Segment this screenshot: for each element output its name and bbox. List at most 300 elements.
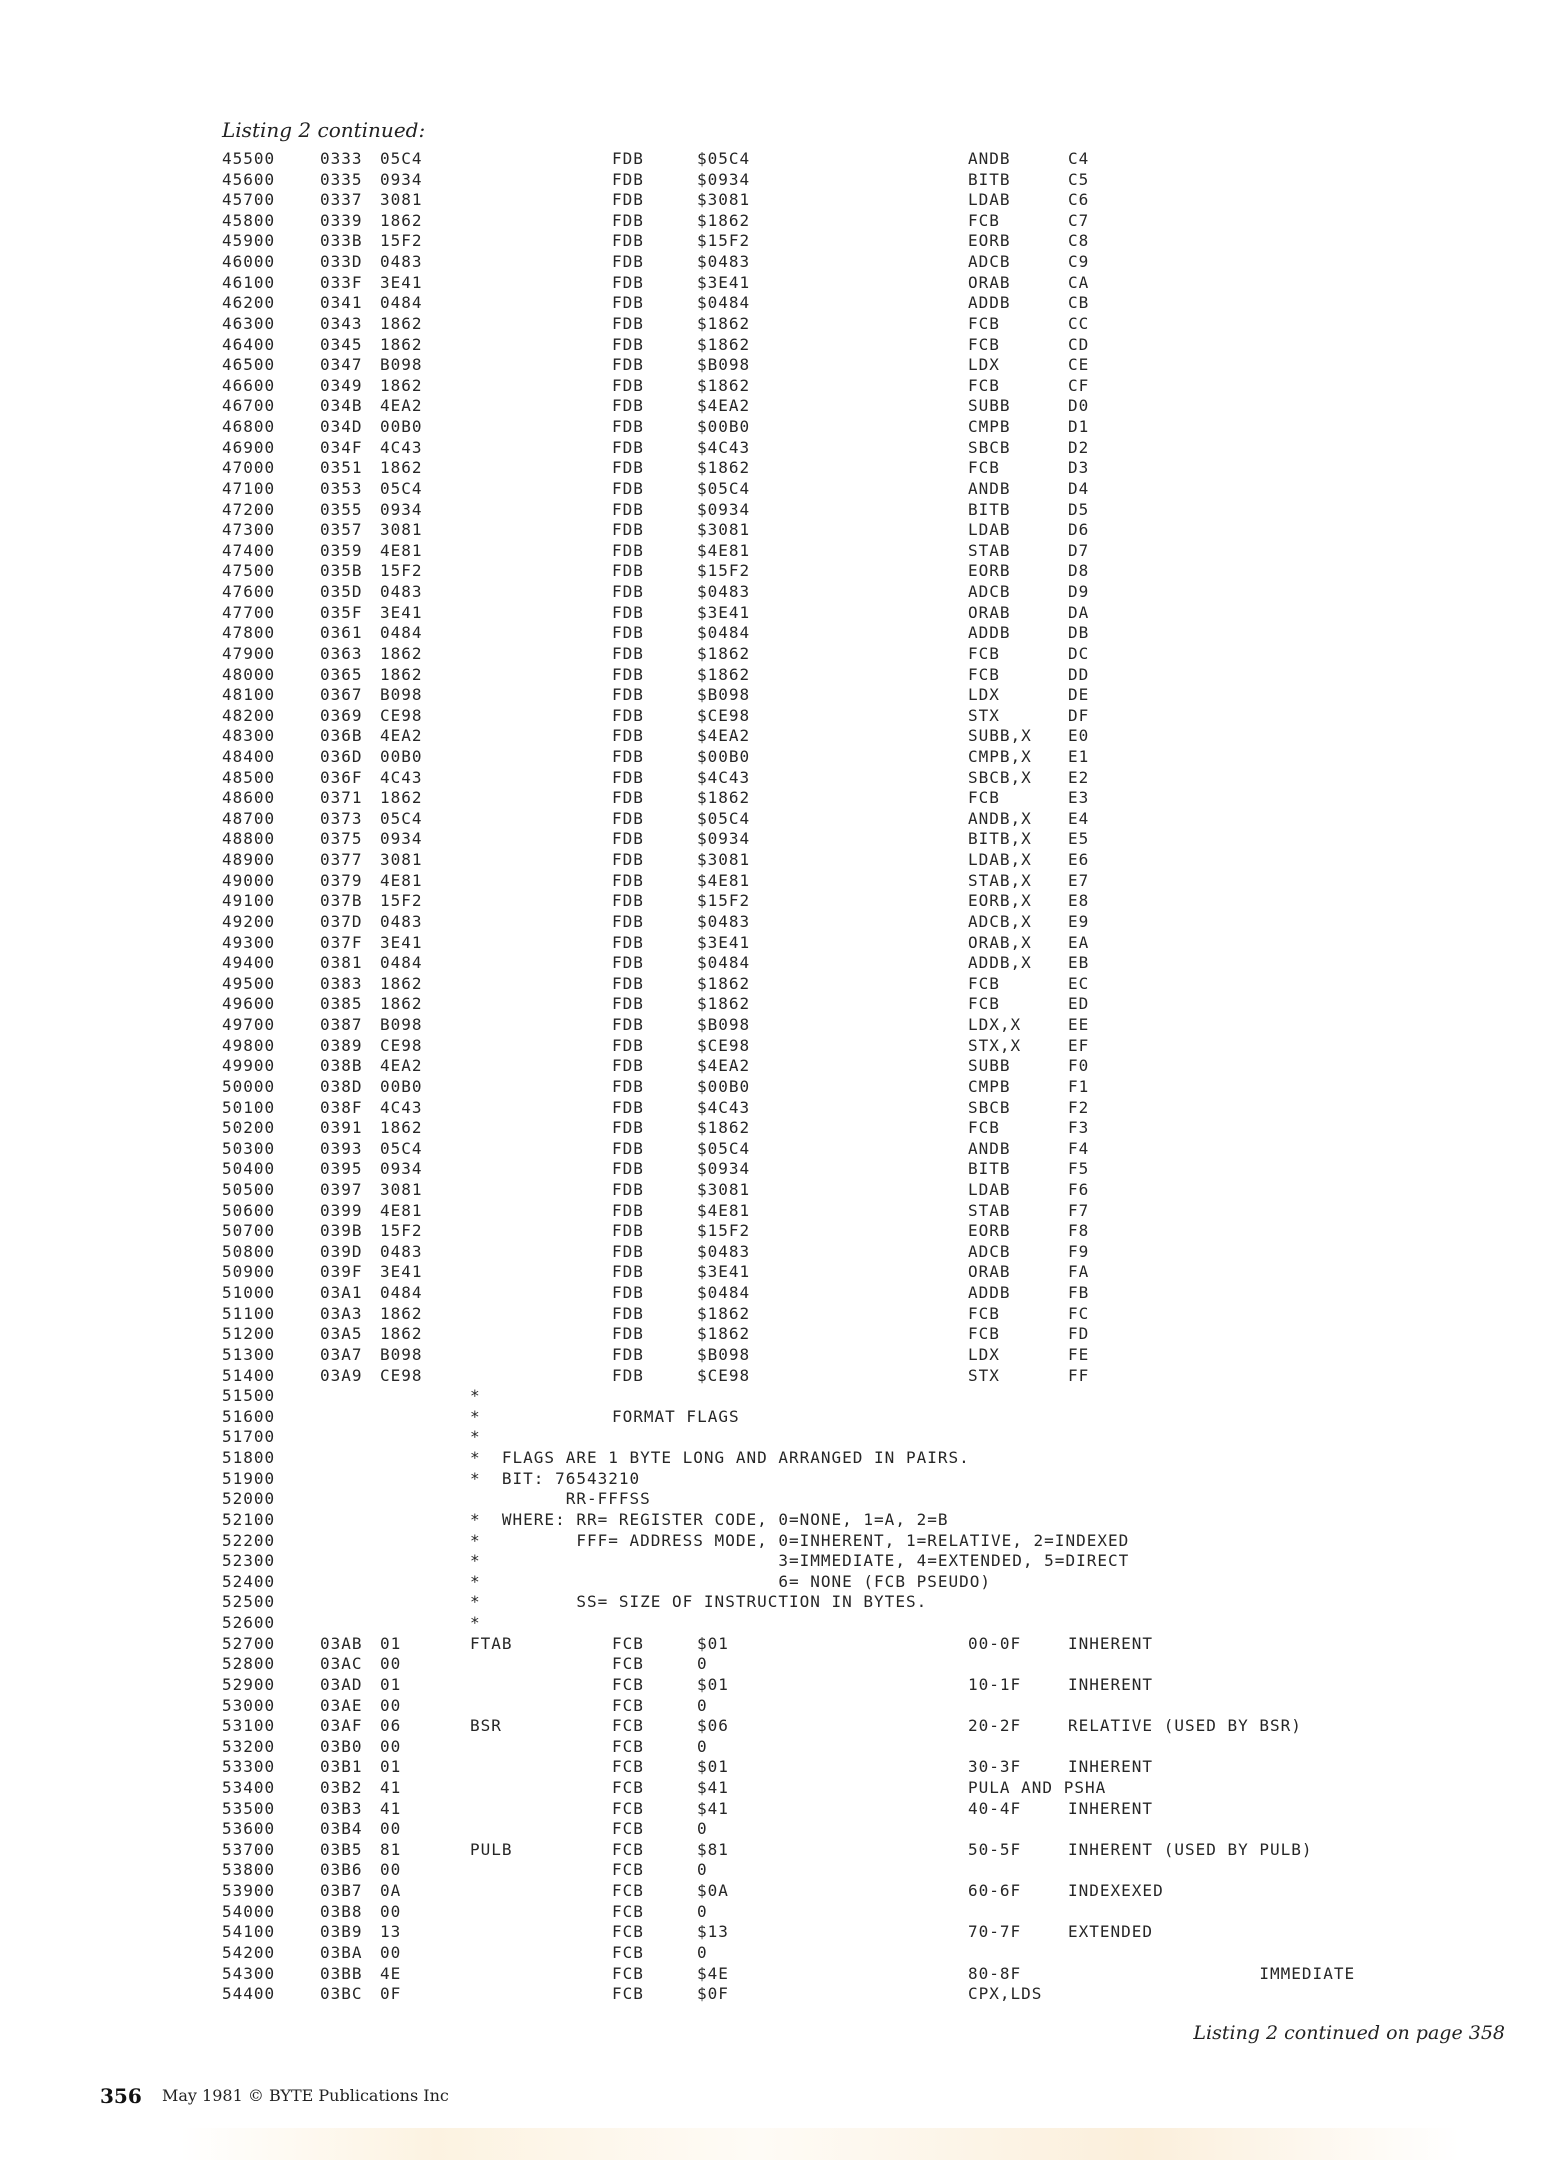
mnemonic: E4 [1068, 808, 1090, 828]
opcode: FDB [612, 623, 644, 643]
comment: ORAB [968, 602, 1011, 622]
line-number: 47900 [222, 643, 276, 663]
address: 037F [320, 932, 363, 952]
listing-line [0, 211, 1567, 231]
address: 0361 [320, 623, 363, 643]
opcode: FCB [612, 1963, 644, 1983]
mnemonic: CD [1068, 334, 1090, 354]
line-number: 50200 [222, 1118, 276, 1138]
mnemonic: DD [1068, 664, 1090, 684]
listing-line [0, 1943, 1567, 1963]
mnemonic: C9 [1068, 252, 1090, 272]
line-number: 51300 [222, 1344, 276, 1364]
listing-line [0, 850, 1567, 870]
operand: $4E [697, 1963, 729, 1983]
line-number: 46000 [222, 252, 276, 272]
address: 038D [320, 1076, 363, 1096]
opcode: FDB [612, 767, 644, 787]
label-field: * SS= SIZE OF INSTRUCTION IN BYTES. [470, 1592, 928, 1612]
line-number: 45800 [222, 210, 276, 230]
object-code: 1862 [380, 788, 423, 808]
object-code: CE98 [380, 705, 423, 725]
address: 0343 [320, 313, 363, 333]
listing-line [0, 1592, 1567, 1612]
line-number: 49200 [222, 911, 276, 931]
operand: $41 [697, 1777, 729, 1797]
address: 03A5 [320, 1324, 363, 1344]
operand: $1862 [697, 664, 751, 684]
opcode: FCB [612, 1716, 644, 1736]
publication-credit: May 1981 © BYTE Publications Inc [162, 2086, 449, 2105]
opcode: FCB [612, 1942, 644, 1962]
address: 0399 [320, 1200, 363, 1220]
address: 0347 [320, 355, 363, 375]
listing-line [0, 479, 1567, 499]
line-number: 46700 [222, 396, 276, 416]
opcode: FDB [612, 1221, 644, 1241]
operand: $1862 [697, 973, 751, 993]
mnemonic: C7 [1068, 210, 1090, 230]
line-number: 51900 [222, 1468, 276, 1488]
opcode: FDB [612, 953, 644, 973]
address: 03B9 [320, 1922, 363, 1942]
line-number: 52100 [222, 1509, 276, 1529]
listing-line [0, 1757, 1567, 1777]
listing-line [0, 1613, 1567, 1633]
operand: $3081 [697, 850, 751, 870]
address: 035F [320, 602, 363, 622]
listing-line [0, 396, 1567, 416]
page-number: 356 [100, 2084, 142, 2108]
line-number: 51800 [222, 1448, 276, 1468]
mnemonic: D4 [1068, 478, 1090, 498]
listing-line [0, 1531, 1567, 1551]
mnemonic: E7 [1068, 870, 1090, 890]
mnemonic: F9 [1068, 1241, 1090, 1261]
object-code: 0934 [380, 1159, 423, 1179]
listing-line [0, 561, 1567, 581]
line-number: 46900 [222, 437, 276, 457]
operand: $41 [697, 1798, 729, 1818]
object-code: 4E81 [380, 870, 423, 890]
line-number: 49900 [222, 1056, 276, 1076]
object-code: 3081 [380, 1180, 423, 1199]
listing-line [0, 1922, 1567, 1942]
line-number: 50000 [222, 1076, 276, 1096]
operand: $3081 [697, 520, 751, 540]
listing-line [0, 1737, 1567, 1757]
listing-line [0, 623, 1567, 643]
address: 03B3 [320, 1798, 363, 1818]
opcode: FDB [612, 1283, 644, 1303]
address: 0389 [320, 1035, 363, 1055]
address: 03B8 [320, 1901, 363, 1921]
line-number: 50900 [222, 1262, 276, 1282]
address: 0365 [320, 664, 363, 684]
mnemonic: C8 [1068, 231, 1090, 251]
opcode: FDB [612, 1076, 644, 1096]
comment: LDAB [968, 1180, 1011, 1199]
opcode: FDB [612, 994, 644, 1014]
listing-line [0, 933, 1567, 953]
label-field: FTAB [470, 1633, 513, 1653]
line-number: 46800 [222, 417, 276, 437]
mnemonic: E0 [1068, 726, 1090, 746]
object-code: 0483 [380, 911, 423, 931]
comment: ANDB [968, 1138, 1011, 1158]
operand: $4EA2 [697, 1056, 751, 1076]
operand: $1862 [697, 643, 751, 663]
comment: LDAB,X [968, 850, 1032, 870]
object-code: 3081 [380, 190, 423, 210]
line-number: 54000 [222, 1901, 276, 1921]
opcode: FDB [612, 478, 644, 498]
listing-line [0, 871, 1567, 891]
opcode: FDB [612, 850, 644, 870]
comment: ADCB [968, 252, 1011, 272]
mnemonic: DE [1068, 685, 1090, 705]
operand: $05C4 [697, 478, 751, 498]
address: 0383 [320, 973, 363, 993]
line-number: 48700 [222, 808, 276, 828]
object-code: 0A [380, 1881, 402, 1901]
comment: CMPB,X [968, 746, 1032, 766]
object-code: CE98 [380, 1365, 423, 1385]
mnemonic: EB [1068, 953, 1090, 973]
listing-line [0, 335, 1567, 355]
opcode: FCB [612, 1757, 644, 1777]
address: 0391 [320, 1118, 363, 1138]
operand: 0 [697, 1736, 708, 1756]
line-number: 45700 [222, 190, 276, 210]
mnemonic: D5 [1068, 499, 1090, 519]
line-number: 52000 [222, 1489, 276, 1509]
address: 03AF [320, 1716, 363, 1736]
address: 037B [320, 891, 363, 911]
object-code: 05C4 [380, 808, 423, 828]
operand: 0 [697, 1860, 708, 1880]
line-number: 54100 [222, 1922, 276, 1942]
label-field: * FLAGS ARE 1 BYTE LONG AND ARRANGED IN PAIRS. [470, 1448, 970, 1468]
label-field: RR-FFFSS [470, 1489, 651, 1509]
mnemonic: INHERENT (USED BY PULB) [1068, 1839, 1313, 1859]
label-field: * BIT: 76543210 [470, 1468, 641, 1488]
address: 037D [320, 911, 363, 931]
comment: ADDB,X [968, 953, 1032, 973]
opcode: FDB [612, 1365, 644, 1385]
object-code: 3E41 [380, 602, 423, 622]
mnemonic: D3 [1068, 458, 1090, 478]
mnemonic: DF [1068, 705, 1090, 725]
listing-line [0, 1696, 1567, 1716]
line-number: 48300 [222, 726, 276, 746]
address: 03A9 [320, 1365, 363, 1385]
comment: FCB [968, 210, 1000, 230]
opcode: FCB [612, 1633, 644, 1653]
line-number: 47700 [222, 602, 276, 622]
address: 0387 [320, 1015, 363, 1035]
comment: ANDB,X [968, 808, 1032, 828]
listing-line [0, 520, 1567, 540]
address: 0333 [320, 149, 363, 168]
mnemonic: FC [1068, 1303, 1090, 1323]
mnemonic: FA [1068, 1262, 1090, 1282]
comment: FCB [968, 788, 1000, 808]
address: 0381 [320, 953, 363, 973]
address: 036D [320, 746, 363, 766]
line-number: 48500 [222, 767, 276, 787]
operand: $01 [697, 1633, 729, 1653]
line-number: 46600 [222, 375, 276, 395]
line-number: 49400 [222, 953, 276, 973]
opcode: FDB [612, 334, 644, 354]
object-code: 00 [380, 1819, 402, 1839]
operand: $0F [697, 1984, 729, 2004]
comment: STX [968, 1365, 1000, 1385]
opcode: FDB [612, 664, 644, 684]
object-code: 00B0 [380, 417, 423, 437]
address: 0369 [320, 705, 363, 725]
line-number: 46400 [222, 334, 276, 354]
opcode: FDB [612, 808, 644, 828]
comment: LDAB [968, 520, 1011, 540]
mnemonic: CF [1068, 375, 1090, 395]
object-code: 41 [380, 1798, 402, 1818]
mnemonic: FF [1068, 1365, 1090, 1385]
opcode: FCB [612, 1984, 644, 2004]
line-number: 51500 [222, 1386, 276, 1406]
listing-line [0, 891, 1567, 911]
address: 0351 [320, 458, 363, 478]
address: 039B [320, 1221, 363, 1241]
listing-line [0, 293, 1567, 313]
comment: 00-0F [968, 1633, 1022, 1653]
line-number: 50300 [222, 1138, 276, 1158]
address: 0385 [320, 994, 363, 1014]
operand: $4C43 [697, 1097, 751, 1117]
comment: SBCB [968, 1097, 1011, 1117]
operand: $4E81 [697, 870, 751, 890]
comment: ORAB,X [968, 932, 1032, 952]
line-number: 51100 [222, 1303, 276, 1323]
line-number: 47300 [222, 520, 276, 540]
object-code: 4EA2 [380, 396, 423, 416]
listing-line [0, 458, 1567, 478]
mnemonic: FE [1068, 1344, 1090, 1364]
object-code: 4EA2 [380, 726, 423, 746]
comment: SBCB [968, 437, 1011, 457]
comment: 30-3F [968, 1757, 1022, 1777]
line-number: 51000 [222, 1283, 276, 1303]
comment: FCB [968, 664, 1000, 684]
object-code: 05C4 [380, 149, 423, 168]
listing-line [0, 1799, 1567, 1819]
mnemonic: E8 [1068, 891, 1090, 911]
operand: 0 [697, 1654, 708, 1674]
line-number: 48200 [222, 705, 276, 725]
mnemonic: D8 [1068, 561, 1090, 581]
object-code: 00 [380, 1901, 402, 1921]
paper-edge-discoloration [180, 2128, 1460, 2160]
object-code: 0484 [380, 623, 423, 643]
label-field: * 6= NONE (FCB PSEUDO) [470, 1571, 992, 1591]
operand: $3E41 [697, 932, 751, 952]
mnemonic: INDEXEXED [1068, 1881, 1164, 1901]
listing-line [0, 1118, 1567, 1138]
operand: $3E41 [697, 602, 751, 622]
listing-line [0, 417, 1567, 437]
listing-line [0, 726, 1567, 746]
mnemonic: F1 [1068, 1076, 1090, 1096]
object-code: 1862 [380, 210, 423, 230]
mnemonic: INHERENT [1068, 1757, 1154, 1777]
operand: $05C4 [697, 149, 751, 168]
opcode: FDB [612, 788, 644, 808]
line-number: 48000 [222, 664, 276, 684]
operand: 0 [697, 1901, 708, 1921]
operand: $01 [697, 1757, 729, 1777]
operand: 0 [697, 1942, 708, 1962]
opcode: FDB [612, 911, 644, 931]
mnemonic: E6 [1068, 850, 1090, 870]
address: 0375 [320, 829, 363, 849]
opcode: FDB [612, 561, 644, 581]
operand: $1862 [697, 1118, 751, 1138]
opcode: FDB [612, 520, 644, 540]
line-number: 53200 [222, 1736, 276, 1756]
opcode: FDB [612, 375, 644, 395]
opcode: FCB [612, 1777, 644, 1797]
mnemonic: DB [1068, 623, 1090, 643]
address: 035B [320, 561, 363, 581]
listing-line [0, 1304, 1567, 1324]
operand: $0934 [697, 169, 751, 189]
opcode: FDB [612, 190, 644, 210]
comment: 10-1F [968, 1674, 1022, 1694]
line-number: 53800 [222, 1860, 276, 1880]
operand: $0934 [697, 829, 751, 849]
object-code: 3081 [380, 520, 423, 540]
object-code: 0934 [380, 829, 423, 849]
mnemonic: F4 [1068, 1138, 1090, 1158]
comment: ADDB [968, 1283, 1011, 1303]
object-code: 0484 [380, 1283, 423, 1303]
operand: $00B0 [697, 1076, 751, 1096]
line-number: 52800 [222, 1654, 276, 1674]
line-number: 54200 [222, 1942, 276, 1962]
mnemonic: E1 [1068, 746, 1090, 766]
comment: STAB,X [968, 870, 1032, 890]
object-code: 01 [380, 1633, 402, 1653]
line-number: 48800 [222, 829, 276, 849]
object-code: 4C43 [380, 1097, 423, 1117]
comment: CMPB [968, 1076, 1011, 1096]
operand: $1862 [697, 313, 751, 333]
operand: $B098 [697, 1344, 751, 1364]
comment: 50-5F [968, 1839, 1022, 1859]
line-number: 52400 [222, 1571, 276, 1591]
comment: 60-6F [968, 1881, 1022, 1901]
opcode: FCB [612, 1798, 644, 1818]
operand: $0484 [697, 293, 751, 313]
listing-line [0, 541, 1567, 561]
operand: $06 [697, 1716, 729, 1736]
listing-line [0, 190, 1567, 210]
listing-line [0, 231, 1567, 251]
comment: SUBB [968, 396, 1011, 416]
line-number: 46200 [222, 293, 276, 313]
address: 0357 [320, 520, 363, 540]
address: 03B1 [320, 1757, 363, 1777]
opcode: FDB [612, 1241, 644, 1261]
mnemonic: EXTENDED [1068, 1922, 1154, 1942]
address: 0355 [320, 499, 363, 519]
listing-line [0, 1427, 1567, 1447]
line-number: 52600 [222, 1613, 276, 1633]
address: 03A3 [320, 1303, 363, 1323]
address: 03B5 [320, 1839, 363, 1859]
comment: BITB [968, 1159, 1011, 1179]
operand: $3081 [697, 190, 751, 210]
object-code: 0483 [380, 1241, 423, 1261]
operand: $0483 [697, 1241, 751, 1261]
line-number: 50400 [222, 1159, 276, 1179]
opcode: FDB [612, 1035, 644, 1055]
mnemonic: FB [1068, 1283, 1090, 1303]
address: 03BB [320, 1963, 363, 1983]
label-field: * [470, 1427, 481, 1447]
line-number: 53500 [222, 1798, 276, 1818]
operand: 0 [697, 1695, 708, 1715]
opcode: FDB [612, 643, 644, 663]
listing-line [0, 1015, 1567, 1035]
comment: ANDB [968, 149, 1011, 168]
comment: ADCB,X [968, 911, 1032, 931]
listing-line [0, 665, 1567, 685]
object-code: 0934 [380, 169, 423, 189]
comment: FCB [968, 458, 1000, 478]
line-number: 51200 [222, 1324, 276, 1344]
opcode: FDB [612, 1344, 644, 1364]
operand: $0484 [697, 623, 751, 643]
comment: EORB [968, 1221, 1011, 1241]
comment: LDX [968, 685, 1000, 705]
operand: $0483 [697, 582, 751, 602]
line-number: 53900 [222, 1881, 276, 1901]
opcode: FDB [612, 870, 644, 890]
listing-line [0, 1386, 1567, 1406]
opcode: FDB [612, 417, 644, 437]
line-number: 54300 [222, 1963, 276, 1983]
comment: FCB [968, 313, 1000, 333]
line-number: 53700 [222, 1839, 276, 1859]
operand: $4E81 [697, 1200, 751, 1220]
object-code: 3E41 [380, 932, 423, 952]
line-number: 50800 [222, 1241, 276, 1261]
opcode: FDB [612, 1180, 644, 1199]
mnemonic: IMMEDIATE [1068, 1963, 1356, 1983]
line-number: 50100 [222, 1097, 276, 1117]
opcode: FDB [612, 231, 644, 251]
object-code: B098 [380, 355, 423, 375]
listing-line [0, 1056, 1567, 1076]
comment: 80-8F [968, 1963, 1022, 1983]
address: 036F [320, 767, 363, 787]
listing-line [0, 1634, 1567, 1654]
operand: $4E81 [697, 540, 751, 560]
mnemonic: E2 [1068, 767, 1090, 787]
opcode: FDB [612, 540, 644, 560]
